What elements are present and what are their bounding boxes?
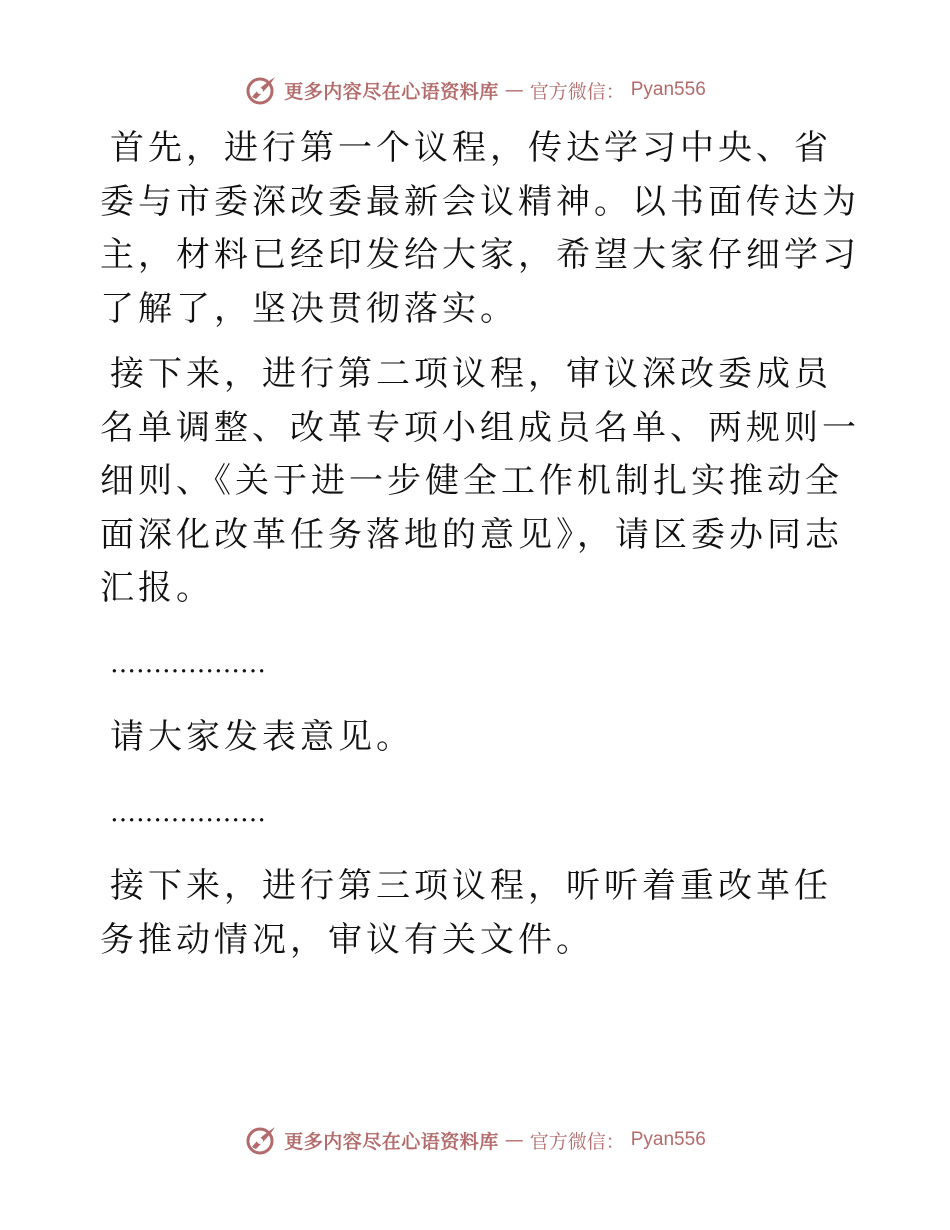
watermark-wechat-id: Pyan556 (630, 1129, 706, 1150)
document-body (100, 122, 860, 967)
watermark-dash: — (504, 1129, 524, 1151)
quill-logo-icon (244, 1123, 278, 1157)
header-watermark (0, 70, 950, 110)
paragraph-agenda-1: 首先，进行第一个议程，传达学习中央、省委与市委深改委最新会议精神。以书面传达为主，材料已经印发给大家，希望大家仔细学习了解了，坚决贯彻落实。 (100, 128, 860, 329)
paragraph-agenda-2: 接下来，进行第二项议程，审议深改委成员名单调整、改革专项小组成员名单、两规则一细则、《关于进一步健全工作机制扎实推动全面深化改革任务落地的意见》，请区委办同志汇报。 (100, 354, 860, 608)
watermark-dash: — (504, 79, 524, 101)
ellipsis-line: ……………… (110, 648, 266, 679)
paragraph-agenda-3: 接下来，进行第三项议程，听听着重改革任务推动情况，审议有关文件。 (100, 866, 832, 960)
watermark-wechat-label: 官方微信： (529, 80, 625, 103)
footer-watermark (0, 1120, 950, 1160)
watermark-text: 更多内容尽在心语资料库 (284, 1130, 499, 1153)
watermark-wechat-id: Pyan556 (630, 79, 706, 100)
watermark-wechat-label: 官方微信： (529, 1130, 625, 1153)
paragraph-call-for-comments: 请大家发表意见。 (110, 717, 414, 757)
ellipsis-line: ……………… (110, 797, 266, 828)
quill-logo-icon (244, 73, 278, 107)
watermark-text: 更多内容尽在心语资料库 (284, 80, 499, 103)
